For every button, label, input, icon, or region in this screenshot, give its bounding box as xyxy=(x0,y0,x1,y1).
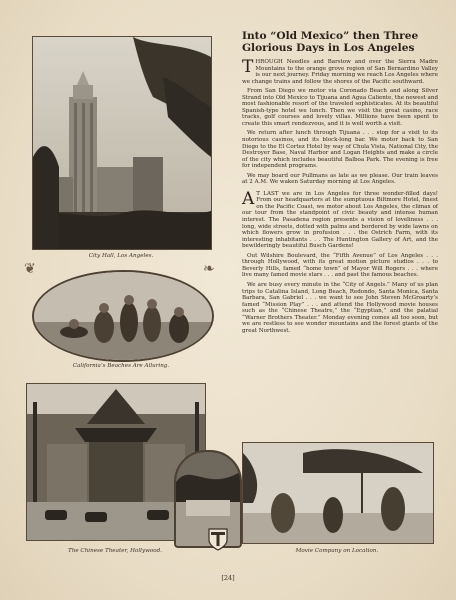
paragraph-6: Out Wilshire Boulevard, the “Fifth Avenue” of Los Angeles . . . through Hollywood, with its great motion picture studios . . . to Beverly Hills, famed “home town” of Mayor Will Rogers . . . where live many famed movie stars . . . and past the famous beaches. xyxy=(242,252,438,279)
city-hall-photo xyxy=(33,37,211,249)
paragraph-2: From San Diego we motor via Coronado Beach and along Silver Strand into Old Mexico to Tijuana and Agua Caliente, the newest and most fashionable resort of the traveled sophisticates. At its beautiful Spanish-type hotel we lunch. Then we visit the great casino, race tracks, golf courses and lovely villas. Millions have been spent to create this smart rendezvous, and it is well worth a visit. xyxy=(242,88,438,127)
paragraph-4: We may board our Pullmans as late as we please. Our train leaves at 2 A.M. We waken Saturday morning at Los Angeles. xyxy=(242,172,438,186)
caption-city-hall: City Hall, Los Angeles. xyxy=(88,253,154,259)
caption-beaches: California’s Beaches Are Alluring. xyxy=(72,363,170,369)
page-number: [24] xyxy=(221,574,235,582)
crest-icon xyxy=(207,526,229,552)
article-title-line-1: Into “Old Mexico” then Three xyxy=(242,30,419,42)
movie-company-photo-frame xyxy=(242,442,434,544)
beach-photo xyxy=(32,270,214,362)
scroll-ornament-left-icon: ❦ xyxy=(24,261,36,277)
movie-company-photo xyxy=(243,443,433,543)
article-column xyxy=(242,30,438,337)
paragraph-7: We are busy every minute in the “City of Angels.” Many of us plan trips to Catalina Island, Long Beach, Redondo, Santa Monica, Santa Barbara, San Gabriel . . . we want to see John Steven McGroarty’s famed “Mission Play” . . . and attend the Hollywood movie houses such as the “Chinese Theatre,” the “Egyptian,” and the palatial “Warner Brothers Theater.” Monday evening comes all too soon, but we are restless to see wonder mountains and the forest giants of the great Northwest. xyxy=(242,281,438,334)
scroll-ornament-right-icon: ❧ xyxy=(203,261,215,277)
paragraph-3: We return after lunch through Tijuana . . . stop for a visit to its notorious casinos, and its block-long bar. We motor back to San Diego to the El Cortez Hotel by way of Chula Vista, National City, the Destroyer Base, Naval Harbor and Logan Heights and make a circle of the city which includes beautiful Balboa Park. The evening is free for independent programs. xyxy=(242,130,438,170)
caption-movie-company: Movie Company on Location. xyxy=(295,548,379,554)
article-title-line-2: Glorious Days in Los Angeles xyxy=(242,42,415,54)
caption-chinese-theater: The Chinese Theater, Hollywood. xyxy=(68,548,162,554)
paragraph-5-text: T LAST we are in Los Angeles for three wonder-filled days! From our headquarters at the sumptuous Biltmore Hotel, finest on the Pacific Coast, we motor about Los Angeles, the climax of our tour from the standpoint of civic beauty and intense human interest. The Pasadena region presents a vision of loveliness . . . long, wide streets, dotted with palms and bordered by wide lawns on which flowers grow in profusion . . . the Ostrich Farm, with its interesting inhabitants . . . The Huntington Gallery of Art, and the bewilderingly beautiful Busch Gardens! xyxy=(242,190,438,250)
city-hall-photo-frame xyxy=(32,36,212,250)
paragraph-1 xyxy=(242,59,438,85)
drop-cap-t: T xyxy=(242,57,254,77)
paragraph-1-text: HROUGH Needles and Barstow and over the Sierra Madre Mountains to the orange grove region of San Bernardino Valley is our next journey. Friday morning we reach Los Angeles where we change trains and follow the shores of the Pacific southward. xyxy=(242,59,438,85)
drop-cap-a: A xyxy=(242,188,255,209)
paragraph-5 xyxy=(242,188,438,250)
article-title xyxy=(242,30,438,54)
